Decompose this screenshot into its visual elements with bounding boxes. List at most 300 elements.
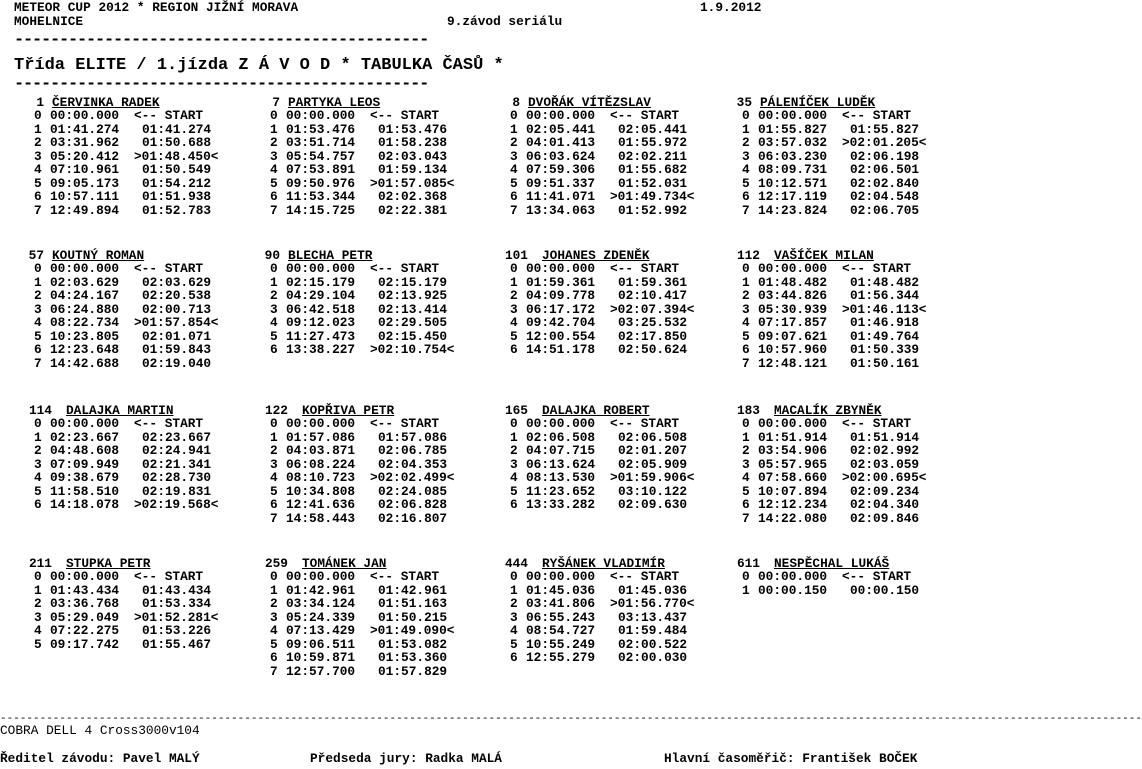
lap-number: 1 (34, 429, 42, 445)
lap-split-time: 02:24.941 (142, 443, 212, 458)
lap-total-time: 07:09.949 (50, 456, 120, 472)
lap-split-time: 02:16.807 (378, 510, 448, 526)
lap-total-time: 00:00.000 (286, 416, 356, 431)
lap-split-time: 01:53.226 (142, 623, 212, 638)
lap-number: 6 (510, 497, 518, 512)
lap-total-time: 10:57.111 (50, 189, 120, 204)
lap-number: 3 (742, 456, 750, 472)
rider-name: TOMÁNEK JAN (302, 556, 387, 571)
lap-number: 3 (510, 456, 518, 472)
lap-number: 5 (34, 636, 42, 652)
lap-number: 1 (742, 582, 750, 598)
lap-number: 1 (34, 121, 42, 137)
lap-split-time: 02:06.785 (378, 443, 448, 458)
lap-split-time: 02:09.630 (618, 497, 688, 512)
lap-split-time: 03:10.122 (618, 483, 688, 499)
lap-number: 2 (270, 596, 278, 611)
lap-split-time: 01:51.938 (142, 189, 212, 204)
lap-total-time: 02:23.667 (50, 429, 120, 445)
lap-total-time: 00:00.000 (526, 108, 596, 123)
lap-total-time: 12:55.279 (526, 650, 596, 665)
lap-split-time: 01:49.764 (850, 328, 920, 344)
lap-total-time: 00:00.000 (50, 261, 120, 276)
lap-number: 5 (742, 175, 750, 191)
lap-number: 7 (742, 510, 750, 526)
rider-name: STUPKA PETR (66, 556, 151, 571)
lap-split-time: <-- START (610, 108, 680, 123)
lap-total-time: 09:17.742 (50, 636, 120, 652)
lap-split-time: 01:50.215 (378, 609, 448, 625)
lap-number: 7 (270, 510, 278, 526)
lap-split-time: 01:46.918 (850, 315, 920, 330)
lap-split-time: 02:06.705 (850, 202, 920, 218)
lap-number: 2 (510, 288, 518, 303)
lap-number: 1 (34, 274, 42, 290)
lap-total-time: 00:00.000 (286, 261, 356, 276)
lap-total-time: 03:36.768 (50, 596, 120, 611)
rider-name: KOUTNÝ ROMAN (52, 248, 145, 263)
lap-split-time: 01:50.688 (142, 135, 212, 150)
lap-number: 7 (742, 202, 750, 218)
lap-number: 5 (510, 636, 518, 652)
lap-number: 2 (270, 135, 278, 150)
lap-total-time: 08:13.530 (526, 470, 596, 485)
lap-total-time: 09:51.337 (526, 175, 596, 191)
lap-total-time: 00:00.000 (758, 108, 828, 123)
lap-number: 5 (510, 483, 518, 499)
lap-split-time: 01:53.334 (142, 596, 212, 611)
lap-total-time: 14:23.824 (758, 202, 828, 218)
lap-total-time: 03:44.826 (758, 288, 828, 303)
lap-number: 0 (34, 108, 42, 123)
lap-total-time: 09:07.621 (758, 328, 828, 344)
lap-split-time: 01:50.549 (142, 162, 212, 177)
lap-total-time: 11:58.510 (50, 483, 120, 499)
lap-number: 4 (270, 470, 278, 485)
lap-number: 1 (742, 429, 750, 445)
lap-number: 3 (270, 456, 278, 472)
lap-number: 1 (34, 582, 42, 598)
lap-total-time: 05:20.412 (50, 148, 120, 164)
lap-total-time: 12:41.636 (286, 497, 356, 512)
lap-split-time: 01:54.212 (142, 175, 212, 191)
lap-number: 4 (510, 623, 518, 638)
lap-split-time: <-- START (134, 261, 204, 276)
lap-number: 6 (270, 497, 278, 512)
lap-total-time: 01:53.476 (286, 121, 356, 137)
lap-total-time: 10:23.805 (50, 328, 120, 344)
lap-total-time: 00:00.000 (286, 108, 356, 123)
lap-split-time: >01:59.906< (610, 470, 695, 485)
lap-number: 4 (270, 315, 278, 330)
rider-name: DVOŘÁK VÍTĚZSLAV (528, 95, 651, 110)
lap-total-time: 13:34.063 (526, 202, 596, 218)
lap-number: 2 (510, 135, 518, 150)
lap-total-time: 12:48.121 (758, 355, 828, 371)
lap-split-time: 01:55.682 (618, 162, 688, 177)
lap-split-time: 02:19.040 (142, 355, 212, 371)
lap-split-time: 01:53.360 (378, 650, 448, 665)
lap-split-time: 02:50.624 (618, 342, 688, 357)
lap-total-time: 05:29.049 (50, 609, 120, 625)
lap-number: 4 (742, 315, 750, 330)
lap-split-time: >01:49.090< (370, 623, 455, 638)
rider-number: 211 (28, 556, 52, 571)
lap-split-time: 01:51.914 (850, 429, 920, 445)
lap-split-time: 01:41.274 (142, 121, 212, 137)
lap-number: 3 (270, 609, 278, 625)
divider-top: ---------------------------------------------- (14, 31, 429, 50)
lap-total-time: 00:00.000 (526, 569, 596, 584)
race-director: Ředitel závodu: Pavel MALÝ (0, 751, 200, 766)
rider-number: 57 (28, 248, 44, 263)
lap-total-time: 01:45.036 (526, 582, 596, 598)
lap-number: 6 (742, 342, 750, 357)
lap-total-time: 04:29.104 (286, 288, 356, 303)
lap-number: 0 (510, 261, 518, 276)
lap-split-time: >01:57.085< (370, 175, 455, 191)
lap-number: 5 (270, 175, 278, 191)
lap-split-time: 01:45.036 (618, 582, 688, 598)
lap-split-time: 01:59.484 (618, 623, 688, 638)
rider-name: MACALÍK ZBYNĚK (774, 403, 882, 418)
lap-split-time: 02:02.211 (618, 148, 688, 164)
lap-total-time: 11:41.071 (526, 189, 596, 204)
lap-total-time: 01:43.434 (50, 582, 120, 598)
lap-split-time: <-- START (370, 416, 440, 431)
lap-number: 1 (510, 582, 518, 598)
lap-split-time: >02:10.754< (370, 342, 455, 357)
lap-number: 6 (270, 342, 278, 357)
lap-total-time: 08:09.731 (758, 162, 828, 177)
lap-total-time: 12:49.894 (50, 202, 120, 218)
lap-split-time: 02:15.179 (378, 274, 448, 290)
lap-number: 6 (270, 650, 278, 665)
lap-number: 6 (742, 189, 750, 204)
lap-number: 5 (742, 483, 750, 499)
lap-split-time: 01:48.482 (850, 274, 920, 290)
lap-number: 4 (34, 315, 42, 330)
lap-total-time: 06:03.230 (758, 148, 828, 164)
lap-total-time: 13:33.282 (526, 497, 596, 512)
lap-number: 5 (510, 328, 518, 344)
lap-number: 5 (270, 483, 278, 499)
lap-split-time: 02:10.417 (618, 288, 688, 303)
lap-number: 4 (510, 315, 518, 330)
chief-timekeeper: Hlavní časoměřič: František BOČEK (664, 751, 918, 766)
lap-total-time: 07:17.857 (758, 315, 828, 330)
rider-number: 114 (28, 403, 52, 418)
lap-number: 0 (742, 261, 750, 276)
rider-name: DALAJKA MARTIN (66, 403, 174, 418)
rider-name: ČERVINKA RADEK (52, 95, 160, 110)
lap-split-time: 02:01.071 (142, 328, 212, 344)
lap-number: 1 (510, 429, 518, 445)
lap-split-time: 02:13.925 (378, 288, 448, 303)
lap-number: 2 (742, 443, 750, 458)
rider-name: VAŠÍČEK MILAN (774, 248, 874, 263)
lap-total-time: 03:31.962 (50, 135, 120, 150)
lap-split-time: <-- START (842, 569, 912, 584)
lap-split-time: >02:07.394< (610, 301, 695, 317)
lap-total-time: 08:22.734 (50, 315, 120, 330)
lap-split-time: 02:02.368 (378, 189, 448, 204)
rider-number: 165 (504, 403, 528, 418)
lap-split-time: 01:59.361 (618, 274, 688, 290)
lap-split-time: 01:43.434 (142, 582, 212, 598)
lap-number: 2 (34, 135, 42, 150)
lap-number: 1 (270, 274, 278, 290)
lap-split-time: 01:57.086 (378, 429, 448, 445)
lap-total-time: 11:27.473 (286, 328, 356, 344)
lap-split-time: 02:06.198 (850, 148, 920, 164)
event-venue: MOHELNICE (14, 14, 84, 29)
lap-number: 2 (742, 135, 750, 150)
lap-number: 6 (34, 189, 42, 204)
lap-split-time: <-- START (134, 416, 204, 431)
lap-split-time: >01:48.450< (134, 148, 219, 164)
lap-split-time: 03:13.437 (618, 609, 688, 625)
event-date: 1.9.2012 (700, 0, 762, 15)
lap-number: 1 (270, 121, 278, 137)
lap-number: 6 (510, 189, 518, 204)
footer-divider: ----------------------------------------------------------------------------------------------------------------------------------------------------------------------------- (0, 713, 1142, 725)
lap-total-time: 06:13.624 (526, 456, 596, 472)
lap-number: 5 (510, 175, 518, 191)
lap-number: 5 (34, 483, 42, 499)
lap-split-time: 02:15.450 (378, 328, 448, 344)
lap-total-time: 10:55.249 (526, 636, 596, 652)
lap-number: 4 (510, 470, 518, 485)
lap-total-time: 04:24.167 (50, 288, 120, 303)
lap-total-time: 02:15.179 (286, 274, 356, 290)
lap-total-time: 00:00.000 (50, 416, 120, 431)
lap-split-time: 03:25.532 (618, 315, 688, 330)
lap-total-time: 05:57.965 (758, 456, 828, 472)
lap-split-time: 02:19.831 (142, 483, 212, 499)
lap-split-time: 02:09.234 (850, 483, 920, 499)
lap-total-time: 10:57.960 (758, 342, 828, 357)
lap-total-time: 01:55.827 (758, 121, 828, 137)
lap-number: 6 (270, 189, 278, 204)
lap-number: 6 (742, 497, 750, 512)
rider-name: KOPŘIVA PETR (302, 403, 395, 418)
lap-number: 5 (742, 328, 750, 344)
lap-total-time: 06:55.243 (526, 609, 596, 625)
lap-total-time: 07:10.961 (50, 162, 120, 177)
rider-number: 183 (736, 403, 760, 418)
lap-total-time: 01:42.961 (286, 582, 356, 598)
lap-split-time: 02:04.353 (378, 456, 448, 472)
lap-split-time: >02:00.695< (842, 470, 927, 485)
lap-number: 4 (270, 623, 278, 638)
lap-total-time: 00:00.000 (526, 261, 596, 276)
rider-number: 101 (504, 248, 528, 263)
rider-number: 35 (736, 95, 752, 110)
lap-split-time: 02:09.846 (850, 510, 920, 526)
lap-total-time: 01:41.274 (50, 121, 120, 137)
lap-split-time: 01:56.344 (850, 288, 920, 303)
lap-total-time: 00:00.000 (286, 569, 356, 584)
lap-number: 2 (510, 596, 518, 611)
lap-number: 0 (742, 416, 750, 431)
lap-total-time: 00:00.000 (50, 569, 120, 584)
lap-total-time: 00:00.150 (758, 582, 828, 598)
lap-split-time: 02:00.030 (618, 650, 688, 665)
lap-number: 4 (34, 470, 42, 485)
lap-split-time: 02:29.505 (378, 315, 448, 330)
rider-name: NESPĚCHAL LUKÁŠ (774, 556, 890, 571)
lap-split-time: <-- START (370, 108, 440, 123)
lap-split-time: 02:23.667 (142, 429, 212, 445)
lap-number: 6 (510, 650, 518, 665)
lap-total-time: 12:00.554 (526, 328, 596, 344)
lap-total-time: 11:23.652 (526, 483, 596, 499)
rider-number: 90 (264, 248, 280, 263)
lap-number: 3 (510, 301, 518, 317)
system-name: COBRA DELL 4 Cross3000v104 (0, 723, 200, 738)
rider-name: PÁLENÍČEK LUDĚK (760, 95, 876, 110)
lap-total-time: 03:41.806 (526, 596, 596, 611)
rider-number: 8 (512, 95, 520, 110)
lap-number: 4 (34, 162, 42, 177)
lap-number: 0 (742, 569, 750, 584)
lap-number: 0 (510, 416, 518, 431)
class-title: Třída ELITE / 1.jízda Z Á V O D * TABULKA ČASŮ * (14, 56, 504, 75)
lap-split-time: <-- START (134, 108, 204, 123)
lap-total-time: 05:54.757 (286, 148, 356, 164)
rider-name: PARTYKA LEOS (288, 95, 381, 110)
lap-total-time: 12:17.119 (758, 189, 828, 204)
lap-number: 2 (34, 596, 42, 611)
lap-split-time: 02:00.522 (618, 636, 688, 652)
divider-bottom: ---------------------------------------------- (14, 75, 429, 94)
lap-split-time: 02:13.414 (378, 301, 448, 317)
lap-number: 0 (510, 108, 518, 123)
rider-name: DALAJKA ROBERT (542, 403, 650, 418)
lap-total-time: 14:58.443 (286, 510, 356, 526)
lap-number: 3 (742, 301, 750, 317)
lap-number: 7 (510, 202, 518, 218)
lap-split-time: 02:24.085 (378, 483, 448, 499)
lap-number: 0 (270, 569, 278, 584)
lap-number: 4 (742, 162, 750, 177)
lap-total-time: 06:03.624 (526, 148, 596, 164)
lap-total-time: 01:48.482 (758, 274, 828, 290)
rider-number: 1 (36, 95, 44, 110)
lap-total-time: 01:57.086 (286, 429, 356, 445)
lap-split-time: <-- START (610, 416, 680, 431)
lap-total-time: 12:23.648 (50, 342, 120, 357)
lap-split-time: 02:04.340 (850, 497, 920, 512)
lap-split-time: 01:52.031 (618, 175, 688, 191)
lap-number: 1 (742, 274, 750, 290)
lap-total-time: 03:34.124 (286, 596, 356, 611)
lap-number: 0 (510, 569, 518, 584)
lap-number: 1 (270, 429, 278, 445)
lap-split-time: 02:05.909 (618, 456, 688, 472)
lap-split-time: 01:57.829 (378, 663, 448, 679)
jury-chairman: Předseda jury: Radka MALÁ (310, 751, 502, 766)
lap-split-time: 02:02.840 (850, 175, 920, 191)
lap-split-time: 02:04.548 (850, 189, 920, 204)
lap-total-time: 10:59.871 (286, 650, 356, 665)
lap-total-time: 13:38.227 (286, 342, 356, 357)
lap-split-time: 01:59.843 (142, 342, 212, 357)
lap-number: 6 (34, 342, 42, 357)
lap-number: 2 (270, 288, 278, 303)
lap-number: 7 (742, 355, 750, 371)
lap-number: 2 (742, 288, 750, 303)
lap-split-time: <-- START (370, 261, 440, 276)
rider-number: 7 (272, 95, 280, 110)
lap-total-time: 05:24.339 (286, 609, 356, 625)
lap-split-time: 01:59.134 (378, 162, 448, 177)
lap-number: 0 (270, 416, 278, 431)
lap-number: 6 (510, 342, 518, 357)
lap-split-time: <-- START (370, 569, 440, 584)
lap-split-time: 02:21.341 (142, 456, 212, 472)
lap-split-time: >02:02.499< (370, 470, 455, 485)
lap-total-time: 11:53.344 (286, 189, 356, 204)
lap-total-time: 04:03.871 (286, 443, 356, 458)
lap-number: 2 (34, 288, 42, 303)
lap-split-time: <-- START (610, 261, 680, 276)
lap-split-time: 02:03.629 (142, 274, 212, 290)
lap-split-time: 01:53.476 (378, 121, 448, 137)
lap-number: 5 (270, 636, 278, 652)
lap-split-time: 02:17.850 (618, 328, 688, 344)
lap-split-time: 01:51.163 (378, 596, 448, 611)
lap-number: 3 (510, 148, 518, 164)
lap-number: 3 (34, 609, 42, 625)
lap-split-time: 02:06.828 (378, 497, 448, 512)
lap-total-time: 00:00.000 (758, 569, 828, 584)
lap-split-time: <-- START (842, 416, 912, 431)
lap-split-time: 01:50.339 (850, 342, 920, 357)
lap-split-time: >01:46.113< (842, 301, 927, 317)
lap-total-time: 03:51.714 (286, 135, 356, 150)
lap-number: 5 (34, 328, 42, 344)
lap-number: 7 (34, 202, 42, 218)
lap-total-time: 02:06.508 (526, 429, 596, 445)
lap-total-time: 00:00.000 (758, 261, 828, 276)
lap-split-time: 02:00.713 (142, 301, 212, 317)
lap-number: 0 (742, 108, 750, 123)
lap-number: 0 (270, 261, 278, 276)
lap-number: 2 (34, 443, 42, 458)
lap-split-time: >02:01.205< (842, 135, 927, 150)
lap-number: 3 (34, 456, 42, 472)
lap-split-time: 00:00.150 (850, 582, 920, 598)
lap-number: 1 (510, 121, 518, 137)
lap-number: 6 (34, 497, 42, 512)
lap-split-time: 02:03.043 (378, 148, 448, 164)
lap-split-time: 01:55.827 (850, 121, 920, 137)
lap-total-time: 06:08.224 (286, 456, 356, 472)
lap-split-time: 02:06.501 (850, 162, 920, 177)
lap-total-time: 01:59.361 (526, 274, 596, 290)
lap-total-time: 04:09.778 (526, 288, 596, 303)
lap-total-time: 06:24.880 (50, 301, 120, 317)
lap-number: 3 (742, 148, 750, 164)
lap-split-time: 02:28.730 (142, 470, 212, 485)
lap-total-time: 04:07.715 (526, 443, 596, 458)
lap-total-time: 04:01.413 (526, 135, 596, 150)
lap-number: 7 (270, 663, 278, 679)
lap-total-time: 10:34.808 (286, 483, 356, 499)
lap-total-time: 09:05.173 (50, 175, 120, 191)
